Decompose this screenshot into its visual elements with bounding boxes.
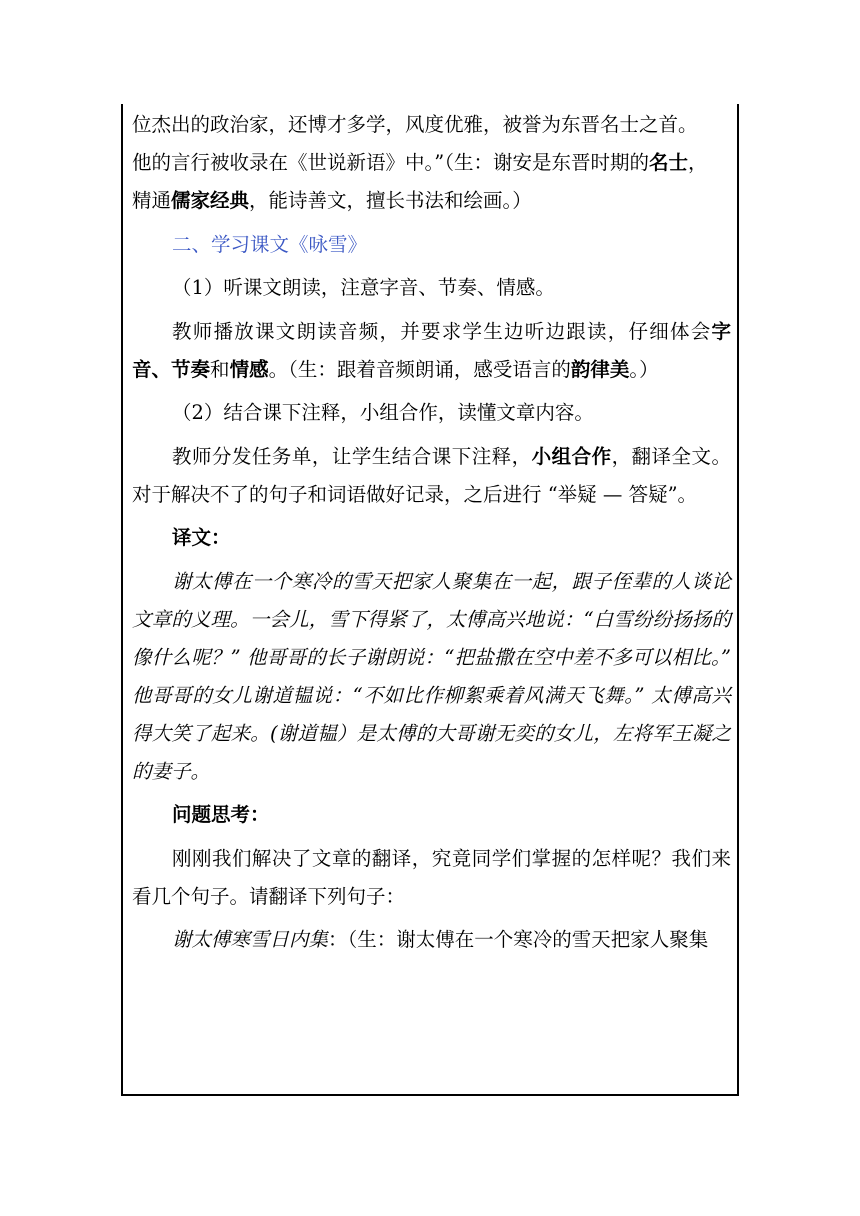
keyword-qinggan: 情感 <box>229 357 269 381</box>
step1-text-c: 。） <box>629 357 659 381</box>
keyword-ziyin: 字音 <box>132 319 731 381</box>
intro-line-2: 他的言行被收录在《世说新语》中。”（生：谢安是东晋时期的 <box>132 151 649 174</box>
intro-line-3-rest: ，能诗善文，擅长书法和绘画。） <box>249 189 532 212</box>
translation-text: 谢太傅在一个寒冷的雪天把家人聚集在一起，跟子侄辈的人谈论文章的义理。一会儿，雪下得紧了，太傅高兴地说：“白雪纷纷扬扬的像什么呢？” 他哥哥的长子谢朗说：“把盐撒在空中差不多可以相比。” 他哥哥的女儿谢道韫说：“不如比作柳絮乘着风满天飞舞。” 太傅高兴得大笑了起来。(谢道韫）是太傅的大哥谢无奕的女儿，左将军王凝之的妻子。 <box>132 569 731 783</box>
step2-paragraph <box>132 438 731 514</box>
step1-text-a: 教师播放课文朗读音频，并要求学生边听边跟读，仔细体会 <box>172 319 712 343</box>
keyword-jiezou: 节奏 <box>171 357 211 381</box>
intro-punct: ， <box>688 151 708 174</box>
step1-text-b: 。（生：跟着音频朗诵，感受语言的 <box>268 357 571 381</box>
lesson-content <box>132 106 731 965</box>
step2-text-b: ，翻译全文。对于解决不了的句子和词语做好记录，之后进行 “举疑 — 答疑”。 <box>132 444 731 506</box>
sentence-italic: 谢太傅寒雪日内集 <box>172 928 329 951</box>
step1-title: （1）听课文朗读，注意字音、节奏、情感。 <box>172 276 555 299</box>
intro-line-1: 位杰出的政治家，还博才多学，风度优雅，被誉为东晋名士之首。 <box>132 113 698 136</box>
intro-line-3: 精通 <box>132 189 172 212</box>
step2-text-a: 教师分发任务单，让学生结合课下注释， <box>172 444 532 468</box>
step2-title: （2）结合课下注释，小组合作，读懂文章内容。 <box>172 401 594 424</box>
translation-label: 译文： <box>172 526 231 549</box>
sentence-rest: ：（生：谢太傅在一个寒冷的雪天把家人聚集 <box>328 928 709 951</box>
questions-text: 刚刚我们解决了文章的翻译，究竟同学们掌握的怎样呢？我们来看几个句子。请翻译下列句子： <box>132 846 731 908</box>
keyword-rujia: 儒家经典 <box>171 189 250 212</box>
keyword-yunlvmei: 韵律美 <box>570 357 630 381</box>
questions-label: 问题思考： <box>172 803 270 826</box>
sep1: 、 <box>151 357 172 381</box>
keyword-xiaozuhezuo: 小组合作 <box>531 444 612 468</box>
intro-paragraph <box>132 106 731 220</box>
keyword-mingshi: 名士 <box>648 151 688 174</box>
lesson-table-cell <box>121 104 739 1096</box>
section-heading: 二、学习课文《咏雪》 <box>172 232 368 256</box>
step1-paragraph <box>132 313 731 389</box>
question-sentence <box>132 921 731 959</box>
sep2: 和 <box>210 357 230 381</box>
